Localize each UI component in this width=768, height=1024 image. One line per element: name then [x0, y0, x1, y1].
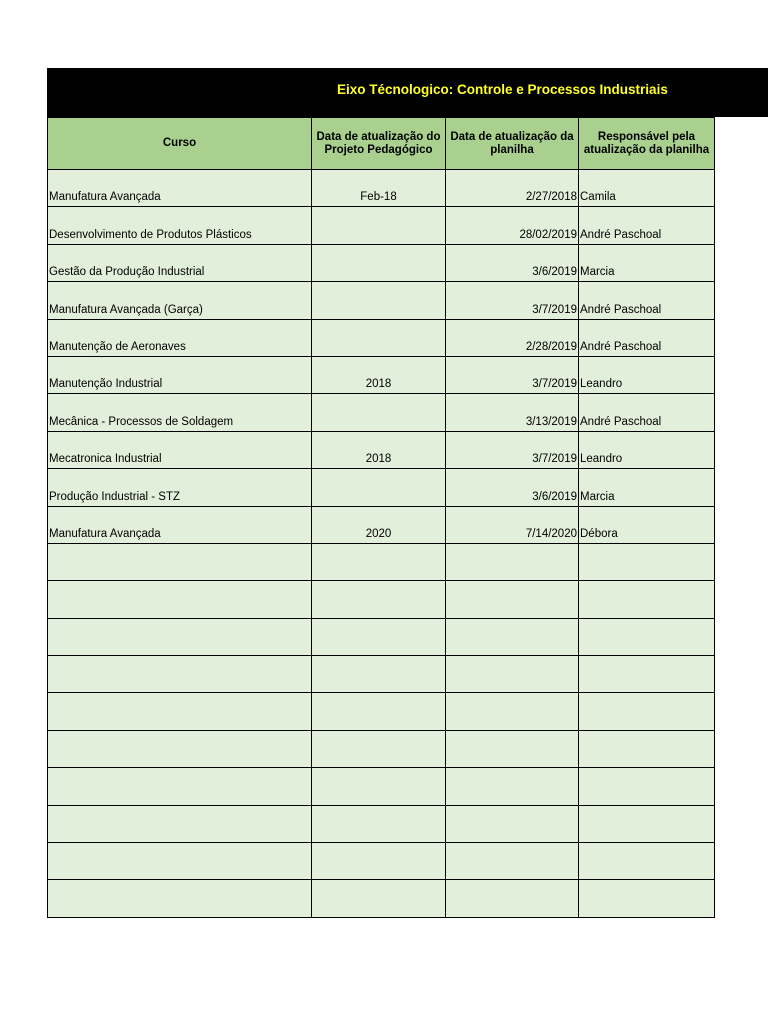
cell-planilha-date[interactable]	[446, 543, 579, 580]
cell-planilha-date[interactable]	[446, 656, 579, 693]
table-row	[48, 506, 715, 543]
cell-responsavel[interactable]	[579, 618, 715, 655]
cell-curso[interactable]	[48, 693, 312, 730]
cell-projeto-date[interactable]	[312, 207, 446, 244]
cell-projeto-date[interactable]: 2020	[312, 506, 446, 543]
cell-projeto-date[interactable]	[312, 805, 446, 842]
cell-responsavel[interactable]: Marcia	[579, 244, 715, 281]
cell-responsavel[interactable]: André Paschoal	[579, 207, 715, 244]
table-row	[48, 170, 715, 207]
cell-planilha-date[interactable]: 3/7/2019	[446, 356, 579, 393]
table-row	[48, 843, 715, 880]
cell-curso[interactable]: Produção Industrial - STZ	[48, 469, 312, 506]
cell-curso[interactable]: Gestão da Produção Industrial	[48, 244, 312, 281]
cell-projeto-date[interactable]: Feb-18	[312, 170, 446, 207]
cell-curso[interactable]	[48, 656, 312, 693]
cell-planilha-date[interactable]: 7/14/2020	[446, 506, 579, 543]
cell-curso[interactable]	[48, 768, 312, 805]
cell-planilha-date[interactable]: 2/28/2019	[446, 319, 579, 356]
header-row	[48, 118, 715, 170]
table-row	[48, 282, 715, 319]
cell-responsavel[interactable]: Débora	[579, 506, 715, 543]
table-row	[48, 581, 715, 618]
cell-responsavel[interactable]	[579, 581, 715, 618]
cell-projeto-date[interactable]	[312, 843, 446, 880]
cell-planilha-date[interactable]	[446, 618, 579, 655]
sheet-title: Eixo Técnologico: Controle e Processos Industriais	[337, 82, 668, 97]
cell-planilha-date[interactable]	[446, 843, 579, 880]
cell-curso[interactable]	[48, 805, 312, 842]
header-responsavel: Responsável pela atualização da planilha	[579, 118, 715, 170]
cell-projeto-date[interactable]	[312, 880, 446, 917]
cell-responsavel[interactable]: Leandro	[579, 431, 715, 468]
cell-planilha-date[interactable]: 3/6/2019	[446, 469, 579, 506]
table-row	[48, 356, 715, 393]
table-row	[48, 543, 715, 580]
cell-curso[interactable]	[48, 730, 312, 767]
cell-curso[interactable]: Manutenção de Aeronaves	[48, 319, 312, 356]
cell-curso[interactable]	[48, 581, 312, 618]
table-row	[48, 768, 715, 805]
cell-projeto-date[interactable]	[312, 282, 446, 319]
header-projeto-date: Data de atualização do Projeto Pedagógico	[312, 118, 446, 170]
table-row	[48, 880, 715, 917]
cell-planilha-date[interactable]: 3/7/2019	[446, 431, 579, 468]
cell-responsavel[interactable]	[579, 656, 715, 693]
table-row	[48, 244, 715, 281]
cell-projeto-date[interactable]: 2018	[312, 356, 446, 393]
table-row	[48, 730, 715, 767]
cell-responsavel[interactable]: André Paschoal	[579, 282, 715, 319]
cell-planilha-date[interactable]	[446, 805, 579, 842]
cell-projeto-date[interactable]	[312, 244, 446, 281]
cell-responsavel[interactable]	[579, 693, 715, 730]
header-curso: Curso	[48, 118, 312, 170]
cell-planilha-date[interactable]	[446, 880, 579, 917]
cell-curso[interactable]	[48, 618, 312, 655]
cell-projeto-date[interactable]	[312, 618, 446, 655]
cell-curso[interactable]: Manufatura Avançada (Garça)	[48, 282, 312, 319]
cell-projeto-date[interactable]	[312, 394, 446, 431]
cell-responsavel[interactable]	[579, 730, 715, 767]
cell-projeto-date[interactable]	[312, 693, 446, 730]
cell-responsavel[interactable]	[579, 543, 715, 580]
cell-responsavel[interactable]: Camila	[579, 170, 715, 207]
table-row	[48, 618, 715, 655]
cell-planilha-date[interactable]: 28/02/2019	[446, 207, 579, 244]
table-row	[48, 394, 715, 431]
cell-curso[interactable]	[48, 543, 312, 580]
cell-projeto-date[interactable]	[312, 319, 446, 356]
cell-projeto-date[interactable]	[312, 469, 446, 506]
cell-planilha-date[interactable]: 2/27/2018	[446, 170, 579, 207]
cell-projeto-date[interactable]: 2018	[312, 431, 446, 468]
table-row	[48, 805, 715, 842]
cell-curso[interactable]: Mecânica - Processos de Soldagem	[48, 394, 312, 431]
cell-projeto-date[interactable]	[312, 768, 446, 805]
table-row	[48, 431, 715, 468]
cell-responsavel[interactable]	[579, 768, 715, 805]
cell-curso[interactable]	[48, 880, 312, 917]
cell-responsavel[interactable]: Marcia	[579, 469, 715, 506]
header-planilha-date: Data de atualização da planilha	[446, 118, 579, 170]
cell-planilha-date[interactable]: 3/7/2019	[446, 282, 579, 319]
cell-curso[interactable]: Desenvolvimento de Produtos Plásticos	[48, 207, 312, 244]
cell-planilha-date[interactable]: 3/6/2019	[446, 244, 579, 281]
cell-projeto-date[interactable]	[312, 656, 446, 693]
table-row	[48, 207, 715, 244]
cell-projeto-date[interactable]	[312, 543, 446, 580]
cell-planilha-date[interactable]	[446, 693, 579, 730]
cell-planilha-date[interactable]: 3/13/2019	[446, 394, 579, 431]
cell-curso[interactable]	[48, 843, 312, 880]
cell-curso[interactable]: Manufatura Avançada	[48, 170, 312, 207]
cell-responsavel[interactable]	[579, 880, 715, 917]
cell-responsavel[interactable]: André Paschoal	[579, 319, 715, 356]
cell-curso[interactable]: Mecatronica Industrial	[48, 431, 312, 468]
table-body	[48, 170, 715, 918]
cell-responsavel[interactable]	[579, 805, 715, 842]
cell-planilha-date[interactable]	[446, 581, 579, 618]
cell-responsavel[interactable]	[579, 843, 715, 880]
table-row	[48, 319, 715, 356]
cell-curso[interactable]: Manutenção Industrial	[48, 356, 312, 393]
cell-projeto-date[interactable]	[312, 581, 446, 618]
cell-projeto-date[interactable]	[312, 730, 446, 767]
courses-table	[47, 117, 715, 918]
cell-planilha-date[interactable]	[446, 730, 579, 767]
title-bar	[47, 68, 768, 117]
table-row	[48, 693, 715, 730]
cell-responsavel[interactable]: Leandro	[579, 356, 715, 393]
table-row	[48, 469, 715, 506]
cell-curso[interactable]: Manufatura Avançada	[48, 506, 312, 543]
table-row	[48, 656, 715, 693]
cell-planilha-date[interactable]	[446, 768, 579, 805]
cell-responsavel[interactable]: André Paschoal	[579, 394, 715, 431]
